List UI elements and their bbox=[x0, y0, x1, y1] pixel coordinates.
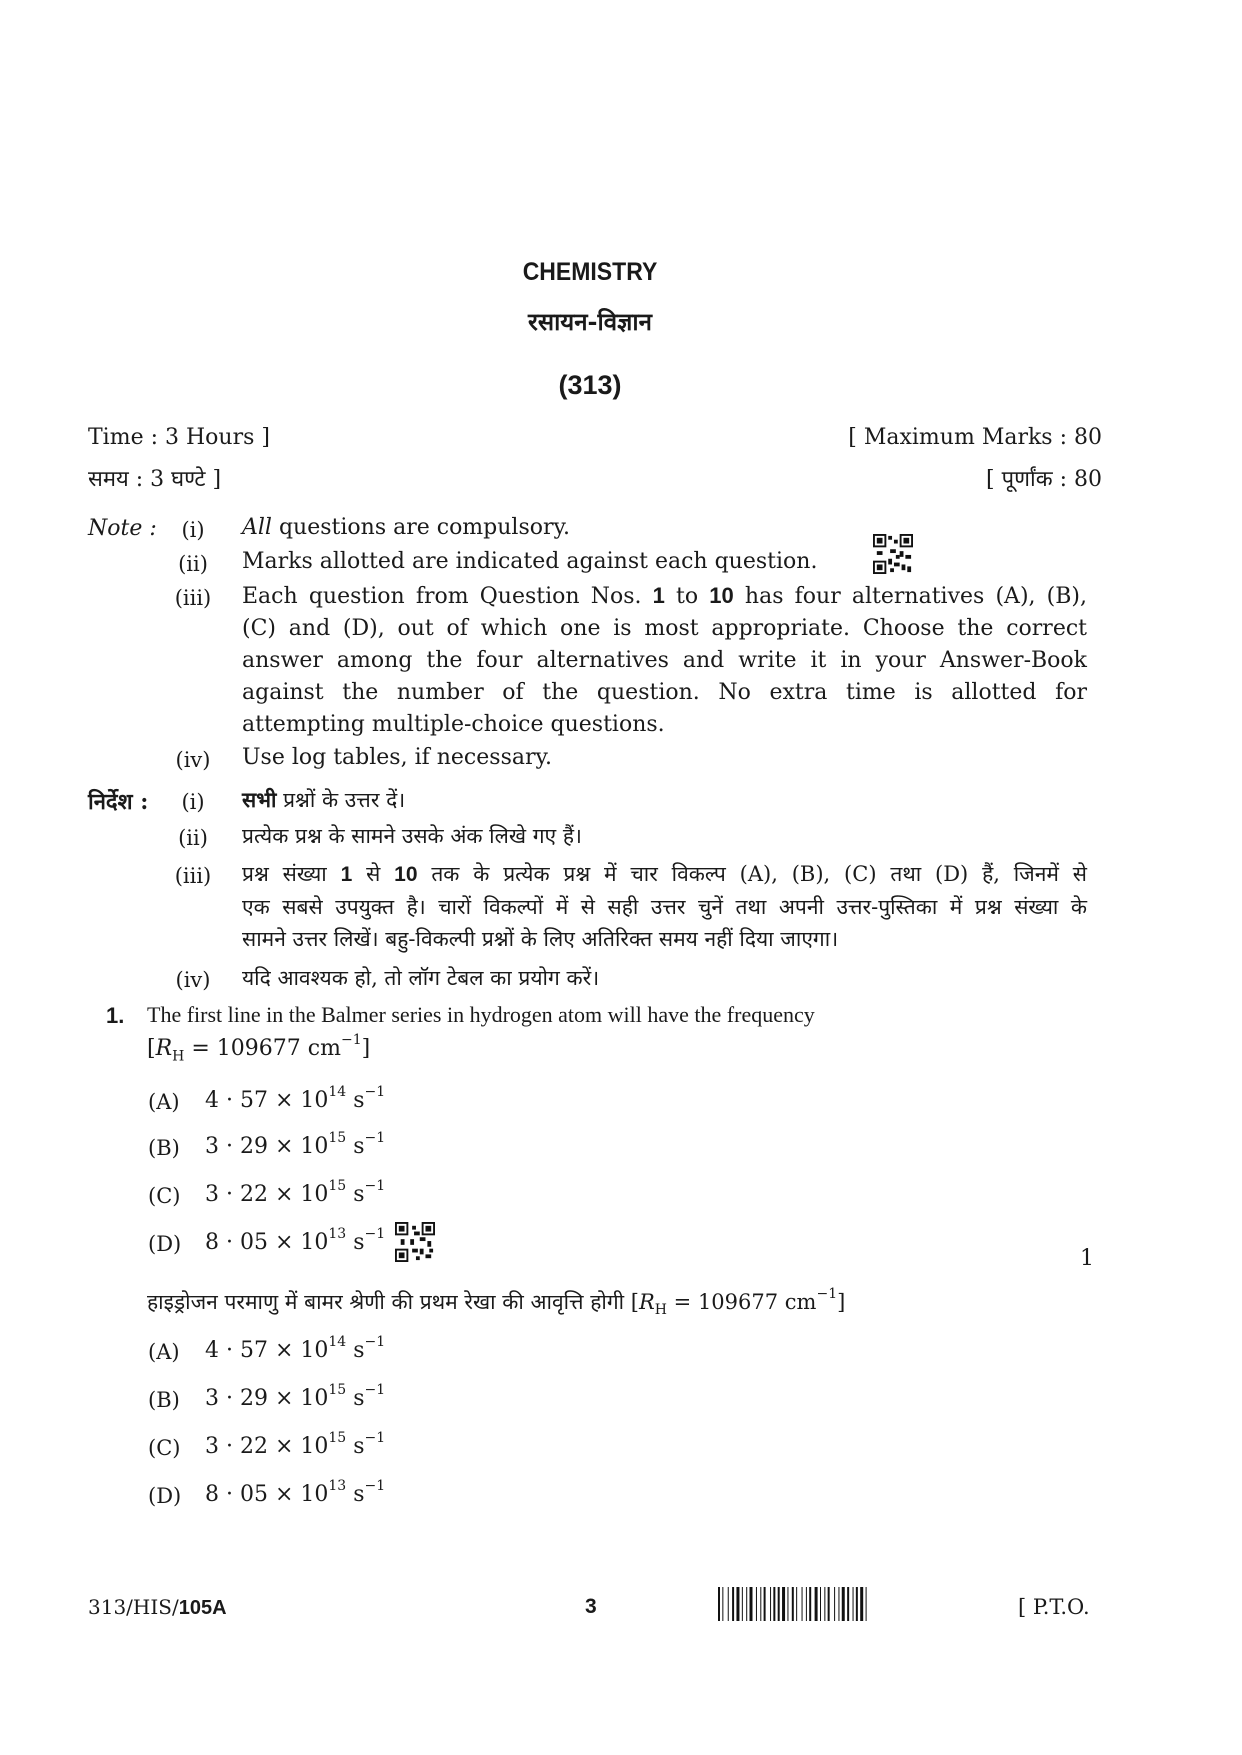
option-label: (C) bbox=[148, 1184, 181, 1208]
barcode-bar bbox=[792, 1587, 794, 1621]
option-label: (D) bbox=[148, 1484, 182, 1508]
barcode-bar bbox=[834, 1587, 835, 1621]
option-value: $8 \cdot 05 \times 10^{13}$ $s^{-1}$ bbox=[205, 1225, 386, 1255]
barcode-bar bbox=[802, 1587, 803, 1621]
note-number: (iv) bbox=[175, 748, 211, 772]
barcode-bar bbox=[853, 1587, 854, 1621]
pto-label: [ P.T.O. bbox=[1018, 1595, 1090, 1619]
barcode-bar bbox=[736, 1587, 739, 1621]
barcode-bar bbox=[809, 1587, 811, 1621]
barcode-bar bbox=[756, 1587, 757, 1621]
hindi-note-number: (ii) bbox=[178, 826, 208, 850]
option-label: (D) bbox=[148, 1232, 182, 1256]
hindi-note-item: प्रश्न संख्या 1 से 10 तक के प्रत्येक प्रश्न में चार विकल्प (A), (B), (C) तथा (D) हैं, जिनमें से एक सबसे उपयुक्त है। चारों विकल्पों में से सही उत्तर चुनें तथा अपनी उत्तर-पुस्तिका में प्रश्न संख्या के सामने उत्तर लिखें। बहु-विकल्पी प्रश्नों के लिए अतिरिक्त समय नहीं दिया जाएगा। bbox=[242, 862, 1087, 951]
barcode-bar bbox=[760, 1587, 761, 1621]
subject-title-english: CHEMISTRY bbox=[522, 258, 658, 286]
note-label: Note : bbox=[88, 516, 157, 541]
note-number: (ii) bbox=[178, 552, 208, 576]
option-value: $3 \cdot 22 \times 10^{15}$ $s^{-1}$ bbox=[205, 1177, 386, 1207]
barcode-bar bbox=[778, 1587, 780, 1621]
barcode-bar bbox=[820, 1587, 821, 1621]
barcode-bar bbox=[796, 1587, 797, 1621]
option-value: $3 \cdot 29 \times 10^{15}$ $s^{-1}$ bbox=[205, 1129, 386, 1159]
hindi-note-item: यदि आवश्यक हो, तो लॉग टेबल का प्रयोग करें। bbox=[242, 966, 600, 990]
qr-code-icon bbox=[873, 534, 913, 574]
qr-code-icon bbox=[395, 1222, 435, 1262]
option-value: $3 \cdot 29 \times 10^{15}$ $s^{-1}$ bbox=[205, 1381, 386, 1411]
option-label: (B) bbox=[148, 1136, 180, 1160]
question-marks: 1 bbox=[1080, 1246, 1094, 1271]
barcode-bar bbox=[746, 1587, 747, 1621]
barcode-icon bbox=[718, 1587, 996, 1621]
option-label: (A) bbox=[148, 1090, 180, 1114]
page-number: 3 bbox=[585, 1595, 597, 1618]
barcode-bar bbox=[824, 1587, 825, 1621]
note-item: All questions are compulsory. bbox=[242, 515, 571, 540]
option-value: $3 \cdot 22 \times 10^{15}$ $s^{-1}$ bbox=[205, 1429, 386, 1459]
barcode-bar bbox=[860, 1587, 863, 1621]
barcode-bar bbox=[828, 1587, 830, 1621]
barcode-bar bbox=[782, 1587, 785, 1621]
option-value: $8 \cdot 05 \times 10^{13}$ $s^{-1}$ bbox=[205, 1477, 386, 1507]
barcode-bar bbox=[815, 1587, 818, 1621]
option-label: (B) bbox=[148, 1388, 180, 1412]
question-text-hindi: हाइड्रोजन परमाणु में बामर श्रेणी की प्रथम रेखा की आवृत्ति होगी [$R_H = 109677$ $cm^{-1}$] bbox=[147, 1286, 846, 1319]
option-label: (A) bbox=[148, 1340, 180, 1364]
barcode-bar bbox=[773, 1587, 775, 1621]
note-number: (i) bbox=[181, 518, 205, 542]
note-item: Use log tables, if necessary. bbox=[242, 745, 552, 770]
barcode-bar bbox=[742, 1587, 743, 1621]
barcode-bar bbox=[728, 1587, 729, 1621]
barcode-bar bbox=[847, 1587, 849, 1621]
barcode-bar bbox=[866, 1587, 867, 1621]
time-hindi: समय : 3 घण्टे ] bbox=[88, 467, 222, 492]
option-value: $4 \cdot 57 \times 10^{14}$ $s^{-1}$ bbox=[205, 1083, 386, 1113]
subject-code: (313) bbox=[558, 370, 622, 400]
barcode-bar bbox=[718, 1587, 720, 1621]
question-number: 1. bbox=[106, 1003, 125, 1028]
hindi-note-number: (iii) bbox=[174, 864, 212, 888]
barcode-bar bbox=[750, 1587, 753, 1621]
option-value: $4 \cdot 57 \times 10^{14}$ $s^{-1}$ bbox=[205, 1333, 386, 1363]
barcode-bar bbox=[764, 1587, 766, 1621]
barcode-bar bbox=[722, 1587, 723, 1621]
barcode-bar bbox=[842, 1587, 845, 1621]
question-text-english: The first line in the Balmer series in hydrogen atom will have the frequency bbox=[147, 1002, 815, 1027]
hindi-note-item: सभी प्रश्नों के उत्तर दें। bbox=[242, 787, 406, 812]
paper-code: 313/HIS/105A bbox=[88, 1595, 227, 1619]
barcode-bar bbox=[770, 1587, 771, 1621]
hindi-note-label: निर्देश : bbox=[88, 789, 149, 815]
hindi-note-item: प्रत्येक प्रश्न के सामने उसके अंक लिखे गए हैं। bbox=[242, 824, 582, 848]
barcode-bar bbox=[787, 1587, 788, 1621]
note-number: (iii) bbox=[174, 586, 212, 610]
barcode-bar bbox=[806, 1587, 807, 1621]
time-english: Time : 3 Hours ] bbox=[88, 425, 270, 450]
note-item: Each question from Question Nos. 1 to 10 has four alternatives (A), (B), (C) and (D), out of which one is most appropriate. Choose the correct answer among the four alternatives and write it in your Answer-Book against the number of the question. No extra time is allotted for attempting multiple-choice questions. bbox=[242, 583, 1087, 737]
max-marks-hindi: [ पूर्णांक : 80 bbox=[986, 467, 1102, 492]
barcode-bar bbox=[856, 1587, 858, 1621]
option-label: (C) bbox=[148, 1436, 181, 1460]
hindi-note-number: (iv) bbox=[175, 968, 211, 992]
rydberg-constant: [$R_H = 109677$ $cm^{-1}$] bbox=[147, 1031, 371, 1065]
barcode-bar bbox=[838, 1587, 839, 1621]
note-item: Marks allotted are indicated against each question. bbox=[242, 549, 818, 574]
barcode-bar bbox=[732, 1587, 734, 1621]
max-marks-english: [ Maximum Marks : 80 bbox=[848, 425, 1102, 450]
hindi-note-number: (i) bbox=[181, 790, 205, 814]
subject-title-hindi: रसायन-विज्ञान bbox=[528, 307, 652, 336]
